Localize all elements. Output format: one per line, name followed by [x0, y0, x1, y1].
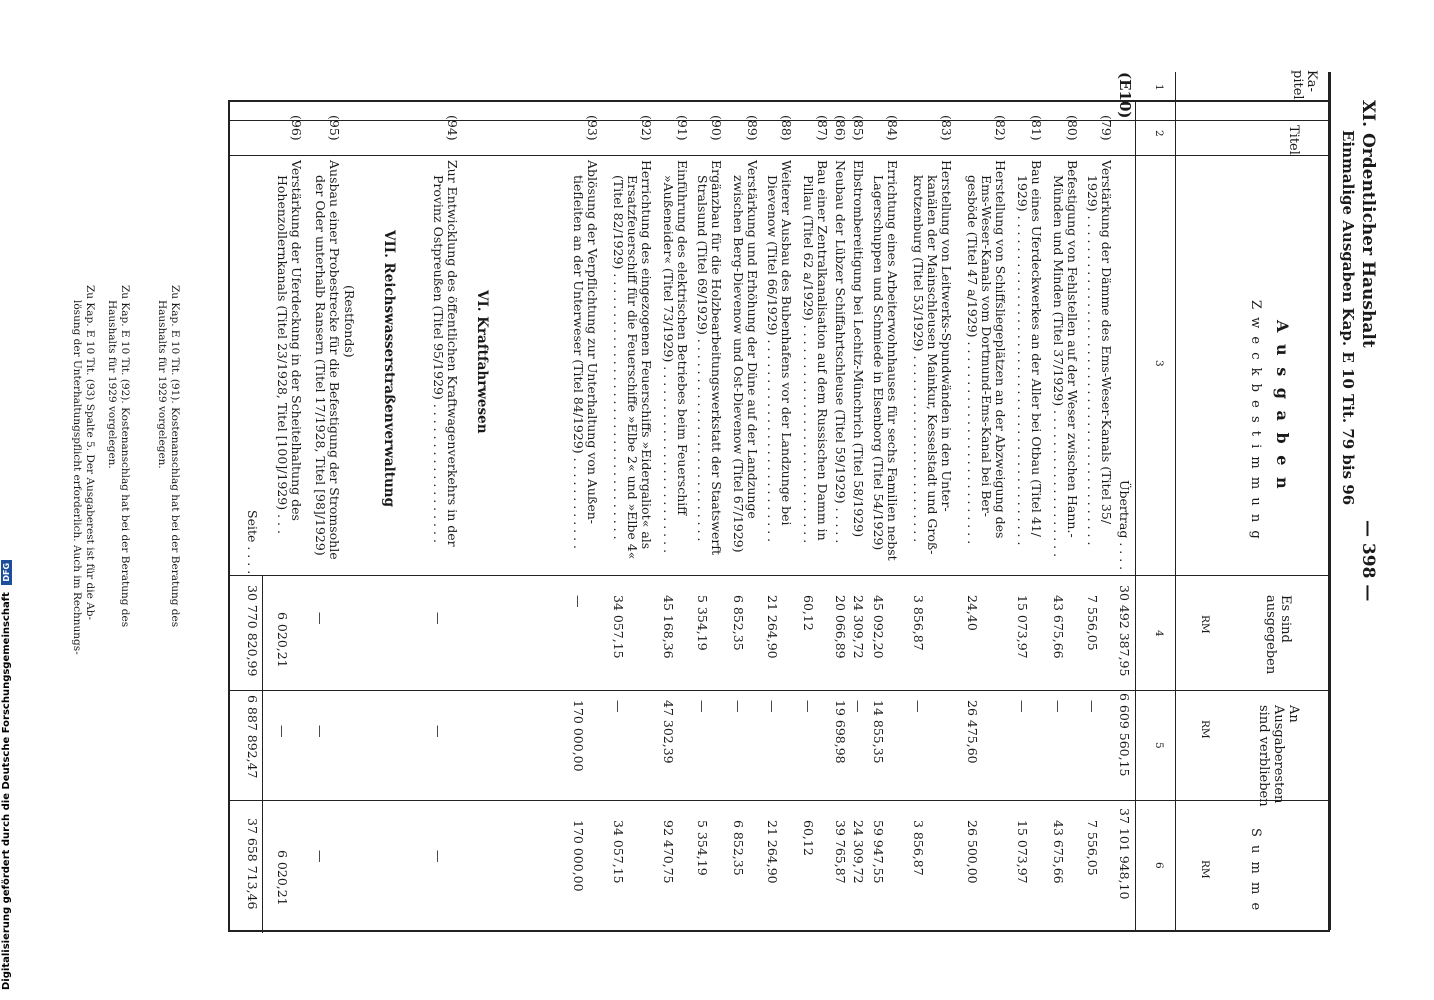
row-text-line: Herrichtung des eingezogenen Feuerschiffs »Eidergaliot« als [639, 160, 654, 550]
row-text-line: Hohenzollernkanals (Titel 23/1928, Titel [100]/1929) . . . [274, 175, 290, 534]
row-ausgegeben: 60,12 [800, 595, 816, 631]
footnote-line: Haushalts für 1929 vorgelegen. [106, 300, 118, 469]
row-titel: (92) [639, 115, 654, 141]
col-line-3 [228, 575, 1330, 576]
row-summe: 7 556,05 [1084, 820, 1100, 876]
col-line-5 [228, 800, 1330, 801]
row-text-line: Provinz Ostpreußen (Titel 95/1929) . . . . . . . . . . . . . . . . . . [430, 175, 446, 543]
seite-summe: 37 658 713,46 [245, 818, 260, 910]
row-summe: 39 765,87 [833, 820, 848, 884]
col-line-4 [228, 690, 1330, 691]
row-summe: 5 354,19 [694, 820, 710, 876]
row-summe: 3 856,87 [910, 820, 926, 876]
header-kapitel: Ka- pitel [1289, 70, 1319, 100]
row-ausgegeben: 6 852,35 [730, 595, 746, 651]
table-top-border [1328, 72, 1331, 930]
row-reste: 19 698,98 [833, 700, 848, 764]
row-text-line: Weiterer Ausbau des Bubenhafens vor der Landzunge bei [779, 160, 794, 526]
row-text-line: Dievenow (Titel 66/1929) . . . . . . . . . . . . . . . . . . . . . . . . . . [764, 175, 780, 543]
row-titel: (86) [833, 115, 848, 141]
row-ausgegeben: 5 354,19 [694, 595, 710, 651]
seite-ausgegeben: 30 770 820,99 [245, 585, 260, 677]
page-subtitle: Einmalige Ausgaben Kap. E 10 Tit. 79 bis 96 [1339, 130, 1357, 506]
row-text-line: Ablösung der Verpflichtung zur Unterhaltung von Außen- [585, 160, 600, 525]
row-reste: — [610, 700, 626, 713]
row-summe: — [430, 850, 446, 863]
row-reste: 170 000,00 [570, 700, 586, 772]
row-text-line: Befestigung von Fehlstellen auf der Weser zwischen Hann.- [1065, 160, 1080, 538]
row-reste: — [910, 700, 926, 713]
footnote-line: Zu Kap. E 10 Tit. (93) Spalte 5. Der Ausgaberest ist für die Ab- [84, 285, 96, 621]
row-reste: — [851, 700, 866, 713]
row-reste: — [274, 725, 290, 738]
row-ausgegeben: 45 168,36 [660, 595, 676, 659]
unit-col6: RM [1199, 860, 1211, 879]
uebertrag-summe: 37 101 948,10 [1117, 808, 1132, 900]
uebertrag-reste: 6 609 560,15 [1117, 693, 1132, 777]
row-text-line: Neubau der Lübzer Schiffahrtschleuse (Titel 59/1929) . . . . . [833, 160, 848, 544]
col-line-2 [228, 155, 1330, 156]
row-ausgegeben: 15 073,97 [1014, 595, 1030, 659]
unit-col5: RM [1199, 720, 1211, 739]
footnote-line: Haushalts für 1929 vorgelegen. [156, 300, 168, 469]
row-reste: — [730, 700, 746, 713]
row-titel: (95) [327, 115, 342, 141]
row-text-line: zwischen Berg-Dievenow und Ost-Dievenow (Titel 67/1929) [730, 175, 746, 553]
row-reste: 26 475,60 [964, 700, 980, 764]
uebertrag-label: Übertrag . . . . [1117, 480, 1132, 571]
header-ausgabereste: An Ausgaberesten sind verblieben [1256, 705, 1301, 807]
row-ausgegeben: 24 309,72 [851, 595, 866, 659]
page-title: XI. Ordentlicher Haushalt [1358, 100, 1378, 348]
row-reste: 14 855,35 [870, 700, 886, 764]
row-titel: (83) [939, 115, 954, 141]
seite-separator [262, 575, 263, 933]
col-line-0 [228, 100, 1330, 102]
row-summe: 92 470,75 [660, 820, 676, 884]
row-text-line: Bau einer Zentralkanalisation auf dem Russischen Damm in [815, 160, 830, 541]
row-text-line: Verstärkung der Dämme des Ems-Weser-Kanals (Titel 35/ [1099, 160, 1114, 525]
colnum-1: 1 [1153, 84, 1165, 91]
row-titel: (85) [851, 115, 866, 141]
row-text-line: Elbstrombereitigung bei Lechitz-Münchrich (Titel 58/1929) [851, 160, 866, 538]
row-ausgegeben: 45 092,20 [870, 595, 886, 659]
row-text-line: Zur Entwicklung des öffentlichen Kraftwagenverkehrs in der [445, 160, 460, 547]
row-text-line: 1929) . . . . . . . . . . . . . . . . . . . . . . . . . . . . . . . . . . . . . . . . . . [1084, 175, 1100, 546]
row-text-line: gesböde (Titel 47 a/1929) . . . . . . . . . . . . . . . . . . . . . . . . . . [964, 175, 980, 545]
section-vi-heading: VI. Kraftfahrwesen [474, 290, 490, 434]
row-titel: (90) [709, 115, 724, 141]
row-text-line: tiefleiten an der Unterweser (Titel 84/1929) . . . . . . . . . . . . [570, 175, 586, 550]
row-titel: (80) [1065, 115, 1080, 141]
footnote-line: Zu Kap. E 10 Tit. (92). Kostenanschlag hat bei der Beratung des [119, 285, 131, 628]
row-text-line: 1929) . . . . . . . . . . . . . . . . . . . . . . . . . . . . . . . . . . . . . . . . . . [1014, 175, 1030, 546]
row-summe: 60,12 [800, 820, 816, 856]
row-summe: 6 852,35 [730, 820, 746, 876]
row-text-line: Einführung des elektrischen Betriebes beim Feuerschiff [675, 160, 690, 516]
row-reste: — [1050, 700, 1066, 713]
row-text-line: krotzenburg (Titel 53/1929) . . . . . . . . . . . . . . . . . . . . . . . . [910, 175, 926, 543]
row-summe: 6 020,21 [274, 850, 290, 906]
seite-reste: 6 887 892,47 [245, 695, 260, 779]
row-summe: 24 309,72 [851, 820, 866, 884]
colnum-5: 5 [1153, 742, 1165, 749]
row-summe: 43 675,66 [1050, 820, 1066, 884]
row-summe: 170 000,00 [570, 820, 586, 892]
header-ausgegeben: Es sind ausgegeben [1263, 595, 1293, 675]
row-ausgegeben: 20 066,89 [833, 595, 848, 659]
row-text-line: Bau eines Uferdeckwerkes an der Aller bei Otbau (Titel 41/ [1029, 160, 1044, 537]
row-text-line: Stralsund (Titel 69/1929) . . . . . . . . . . . . . . . . . . . . . . . . . . [694, 175, 710, 542]
row-ausgegeben: 34 057,15 [610, 595, 626, 659]
row-reste: 47 302,39 [660, 700, 676, 764]
row-text-line: Ergänzbau für die Holzbearbeitungswerkstatt der Staatswerft [709, 160, 724, 555]
row-ausgegeben: — [312, 612, 328, 625]
row-text-line: kanälen der Mainschleusen Mainkur, Kesselstadt und Groß- [924, 175, 940, 555]
digitization-note-text: Digitalisierung gefördert durch die Deutsche Forschungsgemeinschaft [1, 592, 12, 990]
row-text-line: »Außeneider« (Titel 73/1929) . . . . . . . . . . . . . . . . . . . . . . . . [660, 175, 676, 554]
row-titel: (79) [1099, 115, 1114, 141]
dfg-logo: DFG [1, 560, 12, 585]
row-text-line: Herstellung von Leitwerks-Spundwänden in den Unter- [939, 160, 954, 512]
row-reste: — [312, 725, 328, 738]
row-text-line: Verstärkung und Erhöhung der Düne auf der Landzunge [745, 160, 760, 519]
row-ausgegeben: 3 856,87 [910, 595, 926, 651]
row-text-line: Herstellung von Schiffsliegeplätzen an der Abzweigung des [993, 160, 1008, 539]
digitization-note [1, 560, 12, 990]
table-bottom-border [228, 100, 230, 930]
row-titel: (87) [815, 115, 830, 141]
row-summe: 15 073,97 [1014, 820, 1030, 884]
seite-label: Seite . . . . [245, 510, 260, 575]
row-titel: (91) [675, 115, 690, 141]
row-reste: — [800, 700, 816, 713]
header-summe: S u m m e [1248, 828, 1263, 913]
row-text-line: Münden und Minden (Titel 37/1929) . . . . . . . . . . . . . . . . . . . [1050, 175, 1066, 558]
header-separator [1175, 72, 1176, 930]
colnum-3: 3 [1153, 360, 1165, 367]
row-text-line: der Oder unterhalb Ransern (Titel 17/1928, Titel [98]/1929) [312, 175, 328, 556]
row-reste: — [1084, 700, 1100, 713]
row-reste: — [430, 725, 446, 738]
row-text-line: Pillau (Titel 62 a/1929) . . . . . . . . . . . . . . . . . . . . . . . . . . . . [800, 175, 816, 544]
row-titel: (93) [585, 115, 600, 141]
row-summe: — [312, 850, 328, 863]
row-summe: 59 947,55 [870, 820, 886, 884]
row-summe: 26 500,00 [964, 820, 980, 884]
header-zweckbestimmung: Z w e c k b e s t i m m u n g [1248, 300, 1263, 541]
row-titel: (88) [779, 115, 794, 141]
row-reste: — [764, 700, 780, 713]
header-ausgaben: A u s g a b e n [1273, 320, 1292, 492]
row-ausgegeben: — [570, 595, 586, 608]
numbering-separator [1135, 100, 1136, 930]
row-text-line: (Titel 82/1929) . . . . . . . . . . . . . . . . . . . . . . . . . . . . . . . . . . [610, 175, 626, 540]
row-ausgegeben: — [430, 612, 446, 625]
row-text-line: Ausbau einer Probestrecke für die Befestigung der Stromsohle [327, 160, 342, 560]
row-titel: (89) [745, 115, 760, 141]
row-titel: (82) [993, 115, 1008, 141]
page-number: — 398 — [1358, 520, 1378, 602]
header-titel: Titel [1286, 125, 1301, 155]
row-text-line: Lagerschuppen und Schmiede in Elsenborg (Titel 54/1929) [870, 175, 886, 551]
row-text-line: Verstärkung der Uferdeckung in der Scheitelhaltung des [289, 160, 304, 521]
row-text-line: Ems-Weser-Kanals vom Dortmund-Ems-Kanal bei Ber- [978, 175, 994, 518]
footnote-line: lösung der Unterhaltungspflicht erforderlich. Auch im Rechnungs- [71, 300, 83, 655]
footnote-line: Zu Kap. E 10 Tit. (91). Kostenanschlag hat bei der Beratung des [169, 285, 181, 628]
colnum-6: 6 [1153, 862, 1165, 869]
colnum-2: 2 [1153, 130, 1165, 137]
row-titel: (96) [289, 115, 304, 141]
row-titel: (94) [445, 115, 460, 141]
row-ausgegeben: 7 556,05 [1084, 595, 1100, 651]
row-ausgegeben: 43 675,66 [1050, 595, 1066, 659]
kapitel-label: (E10) [1116, 72, 1134, 119]
row-summe: 34 057,15 [610, 820, 626, 884]
col-line-6 [228, 930, 1330, 932]
row-summe: 21 264,90 [764, 820, 780, 884]
row-text-line: Ersatzfeuerschiff für die Feuerschiffe »Elbe 2« und »Elbe 4« [624, 175, 640, 560]
row-titel: (81) [1029, 115, 1044, 141]
row-ausgegeben: 24,40 [964, 595, 980, 631]
colnum-4: 4 [1153, 630, 1165, 637]
row-text-line: Errichtung eines Arbeiterwohnhauses für sechs Familien nebst [885, 160, 900, 561]
row-reste: — [694, 700, 710, 713]
unit-col4: RM [1199, 615, 1211, 634]
row-ausgegeben: 6 020,21 [274, 612, 290, 668]
row-ausgegeben: 21 264,90 [764, 595, 780, 659]
uebertrag-ausgegeben: 30 492 387,95 [1117, 585, 1132, 677]
section-vii-heading: VII. Reichswasserstraßenverwaltung [381, 230, 397, 508]
section-vii-sub: (Restfonds) [342, 285, 357, 358]
row-titel: (84) [885, 115, 900, 141]
row-reste: — [1014, 700, 1030, 713]
